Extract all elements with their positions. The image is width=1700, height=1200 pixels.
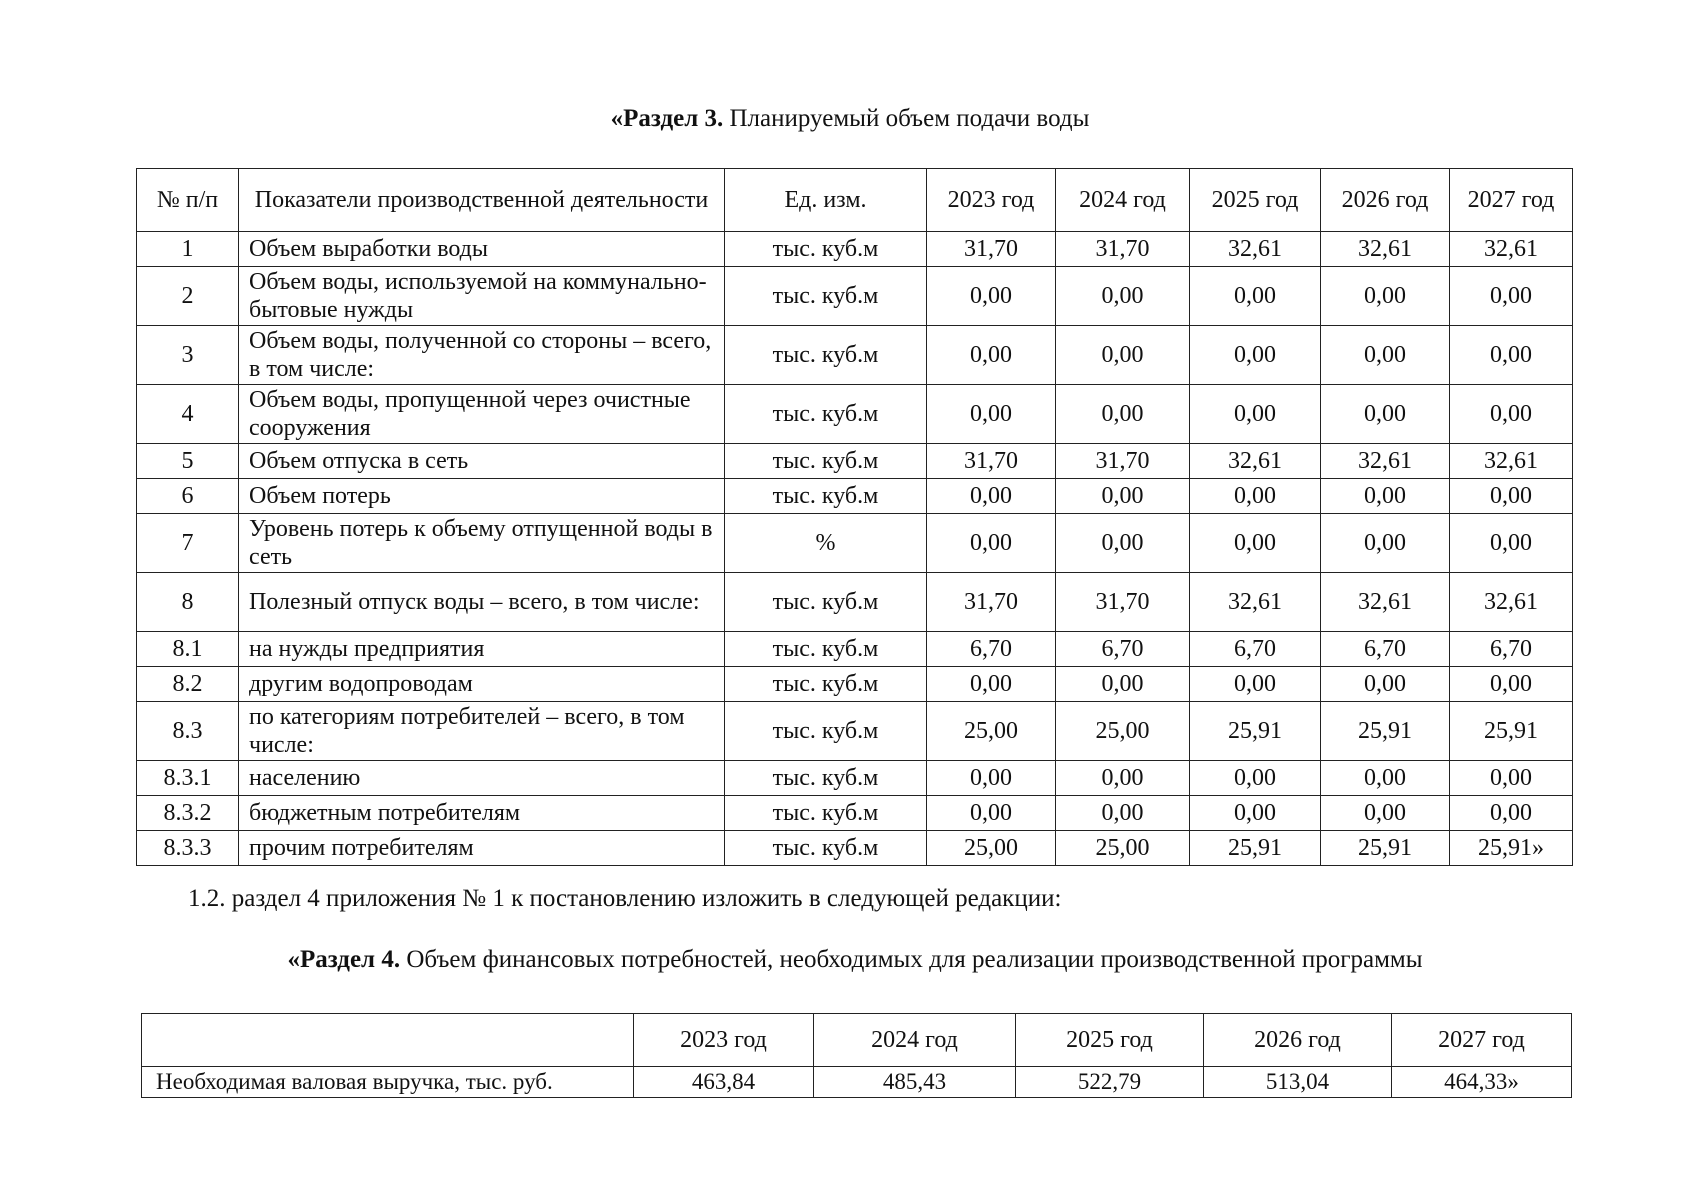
indicator-name: на нужды предприятия	[239, 632, 725, 667]
value-cell: 25,00	[927, 831, 1056, 866]
unit-cell: тыс. куб.м	[725, 573, 927, 632]
table-header-row	[142, 1014, 1572, 1067]
value-cell: 0,00	[1321, 514, 1450, 573]
table-row	[137, 267, 1573, 326]
unit-cell: тыс. куб.м	[725, 267, 927, 326]
row-number: 8.3	[137, 702, 239, 761]
value-cell: 32,61	[1450, 573, 1573, 632]
value-cell: 25,00	[1056, 702, 1190, 761]
indicator-name: прочим потребителям	[239, 831, 725, 866]
value-cell: 25,91»	[1450, 831, 1573, 866]
column-header: 2023 год	[927, 169, 1056, 232]
value-cell: 0,00	[927, 267, 1056, 326]
value-cell: 6,70	[1321, 632, 1450, 667]
value-cell: 463,84	[634, 1067, 814, 1098]
value-cell: 0,00	[1450, 267, 1573, 326]
value-cell: 31,70	[1056, 573, 1190, 632]
row-number: 7	[137, 514, 239, 573]
indicator-name: Объем воды, используемой на коммунально-бытовые нужды	[239, 267, 725, 326]
value-cell: 0,00	[1056, 326, 1190, 385]
column-header: 2024 год	[1056, 169, 1190, 232]
paragraph-text: 1.2. раздел 4 приложения № 1 к постановлению изложить в следующей редакции:	[188, 885, 1062, 912]
row-number: 8.3.2	[137, 796, 239, 831]
value-cell: 0,00	[1190, 326, 1321, 385]
row-number: 8.3.1	[137, 761, 239, 796]
indicator-name: Объем отпуска в сеть	[239, 444, 725, 479]
value-cell: 0,00	[1450, 326, 1573, 385]
column-header: № п/п	[137, 169, 239, 232]
value-cell: 6,70	[927, 632, 1056, 667]
value-cell: 0,00	[1321, 385, 1450, 444]
column-header: 2025 год	[1190, 169, 1321, 232]
value-cell: 6,70	[1450, 632, 1573, 667]
value-cell: 0,00	[927, 761, 1056, 796]
value-cell: 0,00	[1056, 267, 1190, 326]
value-cell: 0,00	[927, 796, 1056, 831]
value-cell: 0,00	[1056, 385, 1190, 444]
value-cell: 25,91	[1321, 831, 1450, 866]
value-cell: 0,00	[1321, 326, 1450, 385]
value-cell: 0,00	[1450, 667, 1573, 702]
indicator-name: Объем потерь	[239, 479, 725, 514]
value-cell: 31,70	[927, 573, 1056, 632]
value-cell: 0,00	[1450, 479, 1573, 514]
section3-title-text: Планируемый объем подачи воды	[723, 105, 1090, 132]
indicator-name: населению	[239, 761, 725, 796]
column-header: Ед. изм.	[725, 169, 927, 232]
table-row	[137, 444, 1573, 479]
column-header: Показатели производственной деятельности	[239, 169, 725, 232]
value-cell: 522,79	[1016, 1067, 1204, 1098]
indicator-name: по категориям потребителей – всего, в том числе:	[239, 702, 725, 761]
value-cell: 0,00	[1056, 514, 1190, 573]
unit-cell: тыс. куб.м	[725, 444, 927, 479]
section4-title-text: Объем финансовых потребностей, необходимых для реализации производственной программы	[400, 946, 1423, 973]
section4-title-bold: «Раздел 4.	[287, 946, 401, 973]
value-cell: 0,00	[927, 514, 1056, 573]
row-number: 5	[137, 444, 239, 479]
value-cell: 32,61	[1321, 573, 1450, 632]
row-number: 1	[137, 232, 239, 267]
section4-title	[35, 945, 1675, 975]
value-cell: 32,61	[1321, 232, 1450, 267]
value-cell: 32,61	[1450, 232, 1573, 267]
value-cell: 31,70	[927, 444, 1056, 479]
indicator-name: Уровень потерь к объему отпущенной воды в сеть	[239, 514, 725, 573]
value-cell: 25,91	[1321, 702, 1450, 761]
row-number: 8.3.3	[137, 831, 239, 866]
unit-cell: тыс. куб.м	[725, 632, 927, 667]
value-cell: 0,00	[1190, 479, 1321, 514]
table-row	[137, 831, 1573, 866]
value-cell: 25,91	[1190, 702, 1321, 761]
column-header: 2024 год	[814, 1014, 1016, 1067]
value-cell: 0,00	[1056, 479, 1190, 514]
row-number: 8.1	[137, 632, 239, 667]
indicator-name: Полезный отпуск воды – всего, в том числе:	[239, 573, 725, 632]
column-header: 2023 год	[634, 1014, 814, 1067]
row-number: 8	[137, 573, 239, 632]
indicator-name: Объем воды, пропущенной через очистные сооружения	[239, 385, 725, 444]
value-cell: 25,00	[927, 702, 1056, 761]
unit-cell: тыс. куб.м	[725, 796, 927, 831]
table-row	[137, 702, 1573, 761]
value-cell: 31,70	[1056, 232, 1190, 267]
column-header	[142, 1014, 634, 1067]
unit-cell: тыс. куб.м	[725, 667, 927, 702]
value-cell: 32,61	[1190, 232, 1321, 267]
value-cell: 0,00	[1450, 761, 1573, 796]
unit-cell: тыс. куб.м	[725, 385, 927, 444]
value-cell: 0,00	[1321, 479, 1450, 514]
table-row	[137, 232, 1573, 267]
water-supply-table	[136, 168, 1573, 866]
table-row	[137, 479, 1573, 514]
value-cell: 485,43	[814, 1067, 1016, 1098]
unit-cell: тыс. куб.м	[725, 479, 927, 514]
indicator-name: Объем воды, полученной со стороны – всего, в том числе:	[239, 326, 725, 385]
value-cell: 513,04	[1204, 1067, 1392, 1098]
unit-cell: %	[725, 514, 927, 573]
row-label: Необходимая валовая выручка, тыс. руб.	[142, 1067, 634, 1098]
value-cell: 0,00	[927, 667, 1056, 702]
value-cell: 25,00	[1056, 831, 1190, 866]
indicator-name: Объем выработки воды	[239, 232, 725, 267]
value-cell: 0,00	[1321, 267, 1450, 326]
value-cell: 32,61	[1190, 573, 1321, 632]
indicator-name: бюджетным потребителям	[239, 796, 725, 831]
value-cell: 32,61	[1321, 444, 1450, 479]
table-row	[137, 514, 1573, 573]
indicator-name: другим водопроводам	[239, 667, 725, 702]
value-cell: 0,00	[1190, 514, 1321, 573]
column-header: 2027 год	[1392, 1014, 1572, 1067]
value-cell: 0,00	[1190, 385, 1321, 444]
value-cell: 0,00	[1321, 796, 1450, 831]
table-row	[137, 385, 1573, 444]
unit-cell: тыс. куб.м	[725, 702, 927, 761]
unit-cell: тыс. куб.м	[725, 232, 927, 267]
column-header: 2025 год	[1016, 1014, 1204, 1067]
section3-title-bold: «Раздел 3.	[610, 105, 724, 132]
row-number: 6	[137, 479, 239, 514]
unit-cell: тыс. куб.м	[725, 831, 927, 866]
value-cell: 464,33»	[1392, 1067, 1572, 1098]
value-cell: 0,00	[1450, 385, 1573, 444]
row-number: 2	[137, 267, 239, 326]
value-cell: 0,00	[927, 326, 1056, 385]
value-cell: 0,00	[1190, 796, 1321, 831]
value-cell: 31,70	[927, 232, 1056, 267]
value-cell: 0,00	[927, 479, 1056, 514]
table-row	[137, 667, 1573, 702]
value-cell: 0,00	[1056, 796, 1190, 831]
value-cell: 25,91	[1450, 702, 1573, 761]
value-cell: 0,00	[1321, 667, 1450, 702]
column-header: 2027 год	[1450, 169, 1573, 232]
value-cell: 0,00	[927, 385, 1056, 444]
row-number: 3	[137, 326, 239, 385]
value-cell: 0,00	[1450, 514, 1573, 573]
table-row	[137, 796, 1573, 831]
financial-needs-table	[141, 1013, 1572, 1098]
value-cell: 25,91	[1190, 831, 1321, 866]
value-cell: 32,61	[1450, 444, 1573, 479]
row-number: 4	[137, 385, 239, 444]
section3-title	[30, 104, 1670, 134]
value-cell: 0,00	[1056, 761, 1190, 796]
value-cell: 0,00	[1321, 761, 1450, 796]
column-header: 2026 год	[1204, 1014, 1392, 1067]
value-cell: 0,00	[1190, 267, 1321, 326]
table-row	[137, 326, 1573, 385]
table-row	[137, 573, 1573, 632]
table-header-row	[137, 169, 1573, 232]
row-number: 8.2	[137, 667, 239, 702]
column-header: 2026 год	[1321, 169, 1450, 232]
value-cell: 6,70	[1190, 632, 1321, 667]
value-cell: 31,70	[1056, 444, 1190, 479]
table-row	[137, 761, 1573, 796]
value-cell: 32,61	[1190, 444, 1321, 479]
value-cell: 0,00	[1056, 667, 1190, 702]
unit-cell: тыс. куб.м	[725, 761, 927, 796]
value-cell: 6,70	[1056, 632, 1190, 667]
value-cell: 0,00	[1190, 761, 1321, 796]
unit-cell: тыс. куб.м	[725, 326, 927, 385]
value-cell: 0,00	[1190, 667, 1321, 702]
table-row	[137, 632, 1573, 667]
value-cell: 0,00	[1450, 796, 1573, 831]
table-row	[142, 1067, 1572, 1098]
